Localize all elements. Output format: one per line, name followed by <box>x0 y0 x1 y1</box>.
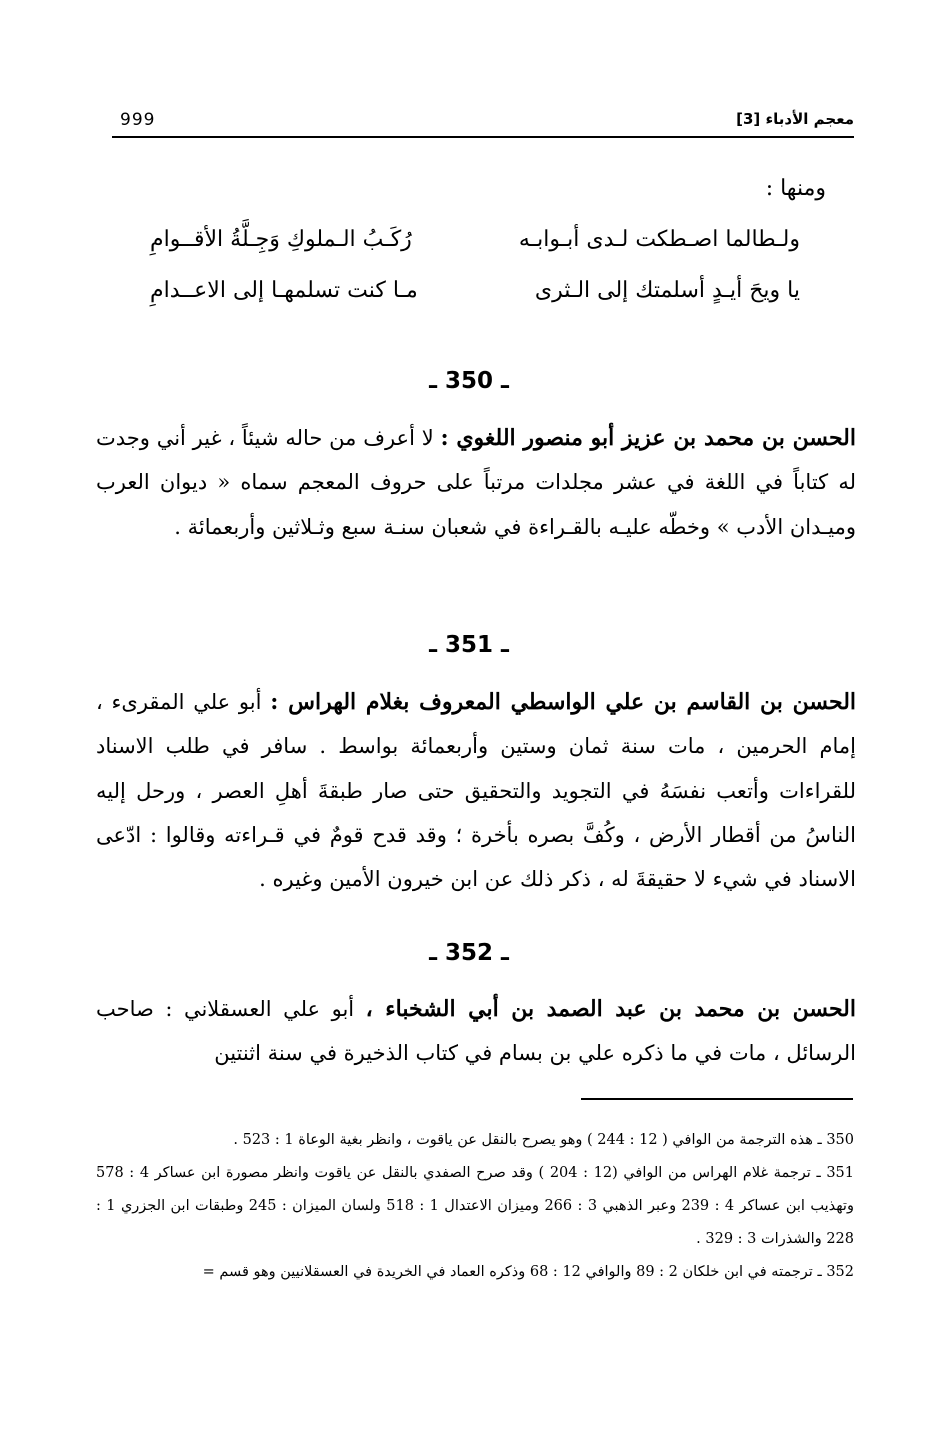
footnotes <box>96 1124 854 1289</box>
entry-name: الحسن بن محمد بن عزيز أبو منصور اللغوي : <box>440 425 856 451</box>
poem-intro: ومنها : <box>765 176 826 201</box>
entry-paragraph <box>96 416 856 549</box>
entry-number: ـ 350 ـ <box>429 368 509 394</box>
running-header <box>112 104 854 138</box>
verse-second-hemistich: رُكَـبُ الـملوكِ وَجِـلَّةُ الأقــوامِ <box>150 227 412 252</box>
footnote: 352 ـ ترجمته في ابن خلكان 2 : 89 والوافي 12 : 68 وذكره العماد في الخريدة في العسقلانيين وهو قسم = <box>202 1264 854 1280</box>
footnote: 350 ـ هذه الترجمة من الوافي ( 12 : 244 ) وهو يصرح بالنقل عن ياقوت ، وانظر بغية الوعاة 1 : 523 . <box>233 1132 854 1148</box>
footnote-rule <box>581 1098 853 1100</box>
header-rule <box>112 136 854 138</box>
verse-first-hemistich: ولـطالما اصـطكت لـدى أبـوابـه <box>518 227 800 252</box>
poem-verse <box>150 278 800 318</box>
verse-second-hemistich: مـا كنت تسلمهـا إلى الاعــدامِ <box>150 278 418 303</box>
entry-name: الحسن بن محمد بن عبد الصمد بن أبي الشخباء ، <box>365 996 856 1022</box>
entry-number: ـ 351 ـ <box>429 632 509 658</box>
poem-verse <box>150 227 800 267</box>
entry-number: ـ 352 ـ <box>429 940 509 966</box>
footnote: 351 ـ ترجمة غلام الهراس من الوافي (12 : 204 ) وقد صرح الصفدي بالنقل عن ياقوت وانظر مصورة ابن عساكر 4 : 578 وتهذيب ابن عساكر 4 : 239 وعبر الذهبي 3 : 266 وميزان الاعتدال 1 : 518 ولسان الميزان : 245 وطبقات ابن الجزري 1 : 228 والشذرات 3 : 329 . <box>96 1165 854 1247</box>
entry-paragraph <box>96 987 856 1076</box>
entry-text: لا أعرف من حاله شيئاً ، غير أني وجدت له كتاباً في اللغة في عشر مجلدات مرتباً على حروف المعجم سماه « ديوان العرب وميـدان الأدب » وخطّه عليـه بالقـراءة في شعبان سنـة سبع وثـلاثين وأربعمائة . <box>96 426 856 539</box>
entry-paragraph <box>96 680 856 901</box>
entry-text: أبو علي المقرىء ، إمام الحرمين ، مات سنة ثمان وستين وأربعمائة بواسط . سافر في طلب الاسناد للقراءات وأتعب نفسَهُ في التجويد والتحقيق حتى صار طبقةَ أهلِ العصر ، ورحل إليه الناسُ من أقطار الأرض ، وكُفَّ بصره بأخرة ؛ وقد قدح قومٌ في قـراءته وقالوا : ادّعى الاسناد في شيء لا حقيقةَ له ، ذكر ذلك عن ابن خيرون الأمين وغيره . <box>96 690 856 892</box>
book-title: معجم الأدباء [3] <box>736 110 854 128</box>
entry-name: الحسن بن القاسم بن علي الواسطي المعروف بغلام الهراس : <box>270 689 857 715</box>
entry-text: أبو علي العسقلاني : صاحب الرسائل ، مات في ما ذكره علي بن بسام في كتاب الذخيرة في سنة اثنتين <box>96 997 856 1066</box>
verse-first-hemistich: يا ويحَ أيـدٍ أسلمتك إلى الـثرى <box>534 278 800 303</box>
page-number: 999 <box>120 110 156 130</box>
